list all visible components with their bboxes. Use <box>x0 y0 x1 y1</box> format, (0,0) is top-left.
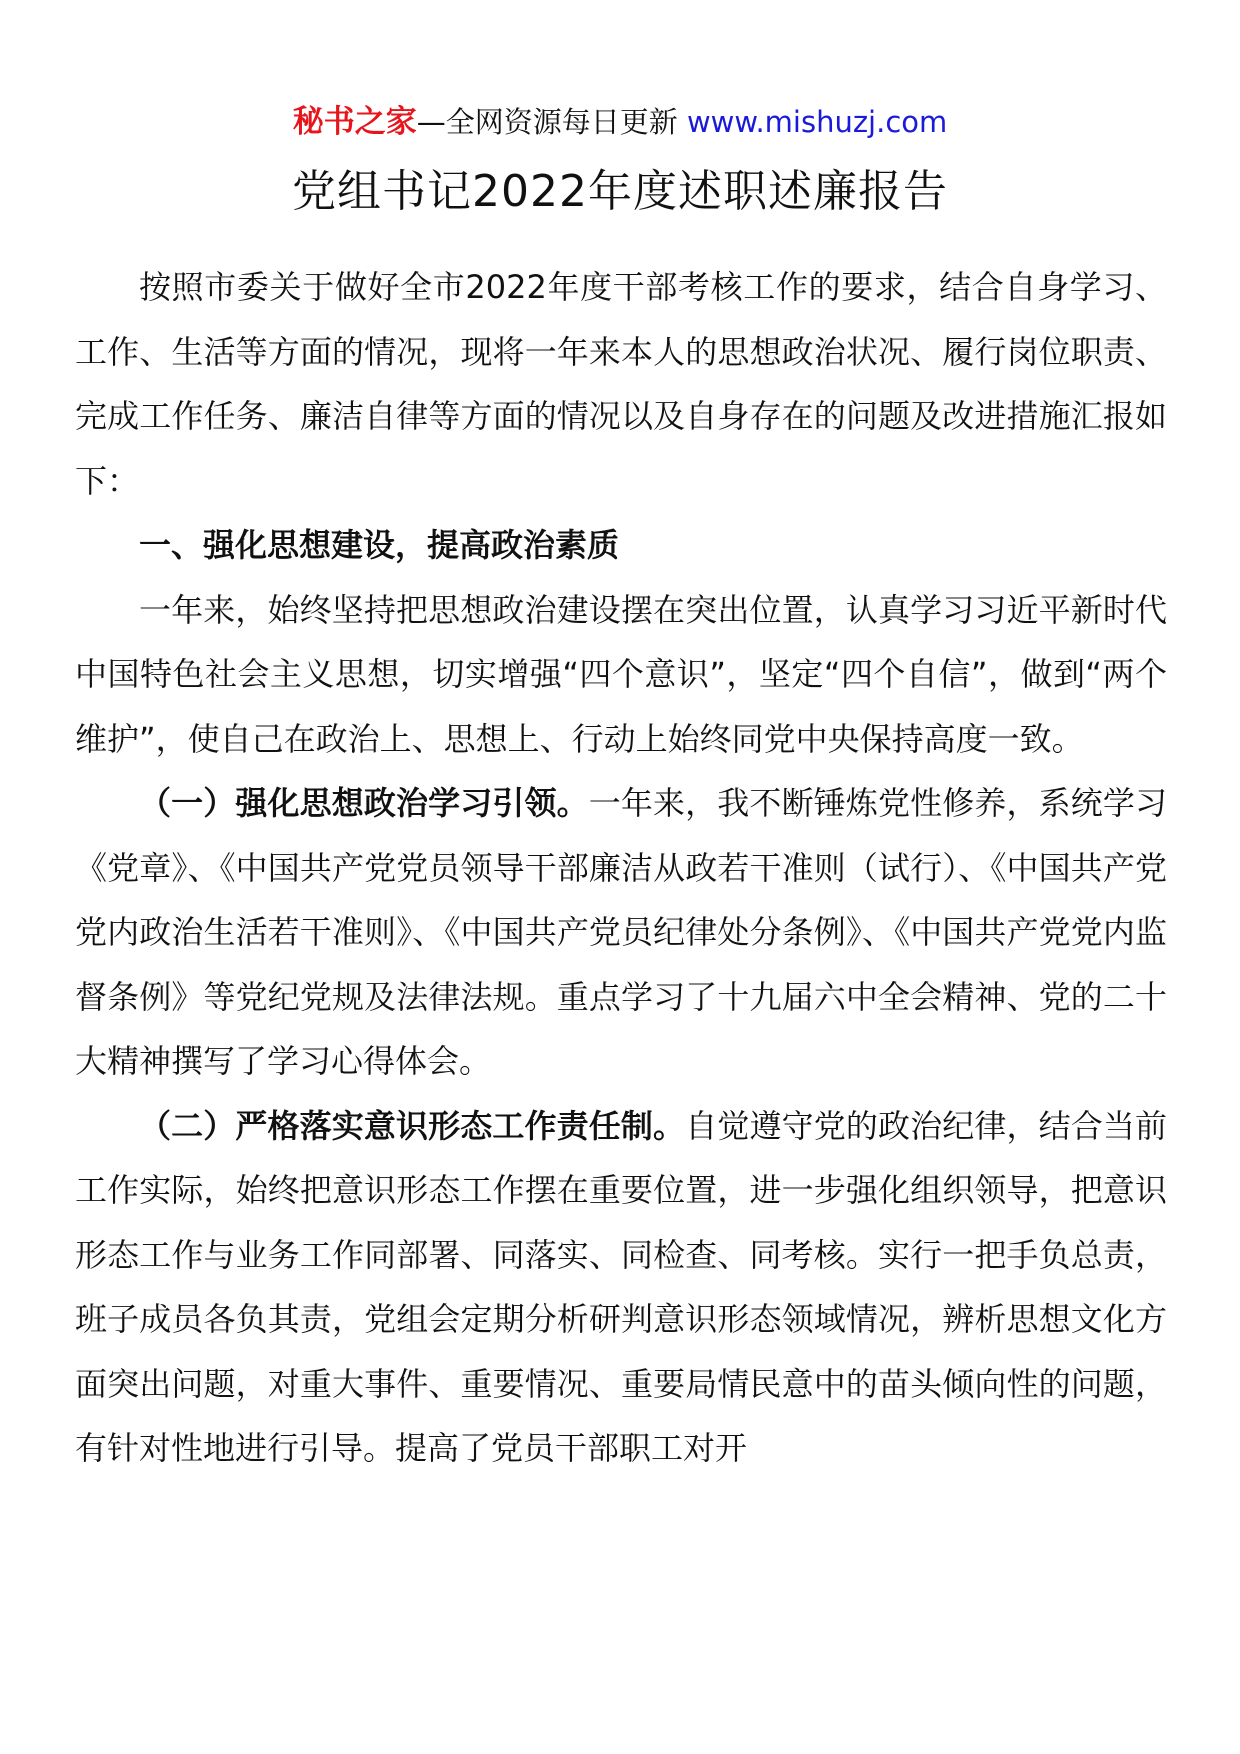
site-header <box>0 102 1240 142</box>
site-slogan: —全网资源每日更新 <box>416 105 678 139</box>
item-text-2: 自觉遵守党的政治纪律，结合当前工作实际，始终把意识形态工作摆在重要位置，进一步强化组织领导，把意识形态工作与业务工作同部署、同落实、同检查、同考核。实行一把手负总责，班子成员各负其责，党组会定期分析研判意识形态领域情况，辨析思想文化方面突出问题，对重大事件、重要情况、重要局情民意中的苗头倾向性的问题，有针对性地进行引导。提高了党员干部职工对开 <box>75 1106 1167 1467</box>
item-text-1: 一年来，我不断锤炼党性修养，系统学习《党章》、《中国共产党党员领导干部廉洁从政若干准则（试行）、《中国共产党党内政治生活若干准则》、《中国共产党员纪律处分条例》、《中国共产党党内监督条例》等党纪党规及法律法规。重点学习了十九届六中全会精神、党的二十大精神撰写了学习心得体会。 <box>75 784 1167 1080</box>
brand-name: 秘书之家 <box>292 104 417 140</box>
document-title: 党组书记2022年度述职述廉报告 <box>292 166 948 217</box>
item-lead-2: （二）严格落实意识形态工作责任制。 <box>139 1106 686 1145</box>
intro-paragraph: 按照市委关于做好全市2022年度干部考核工作的要求，结合自身学习、工作、生活等方面的情况，现将一年来本人的思想政治状况、履行岗位职责、完成工作任务、廉洁自律等方面的情况以及自身存在的问题及改进措施汇报如下： <box>75 268 1167 500</box>
section-heading-1: 一、强化思想建设，提高政治素质 <box>139 526 620 564</box>
document-body <box>75 255 1167 1481</box>
site-url: www.mishuzj.com <box>686 105 948 139</box>
section-paragraph-1: 一年来，始终坚持把思想政治建设摆在突出位置，认真学习习近平新时代中国特色社会主义思想，切实增强“四个意识”，坚定“四个自信”，做到“两个维护”，使自己在政治上、思想上、行动上始终同党中央保持高度一致。 <box>75 590 1167 758</box>
item-paragraph-1 <box>75 771 1167 1094</box>
item-lead-1: （一）强化思想政治学习引领。 <box>139 784 589 822</box>
item-paragraph-2 <box>75 1094 1167 1481</box>
